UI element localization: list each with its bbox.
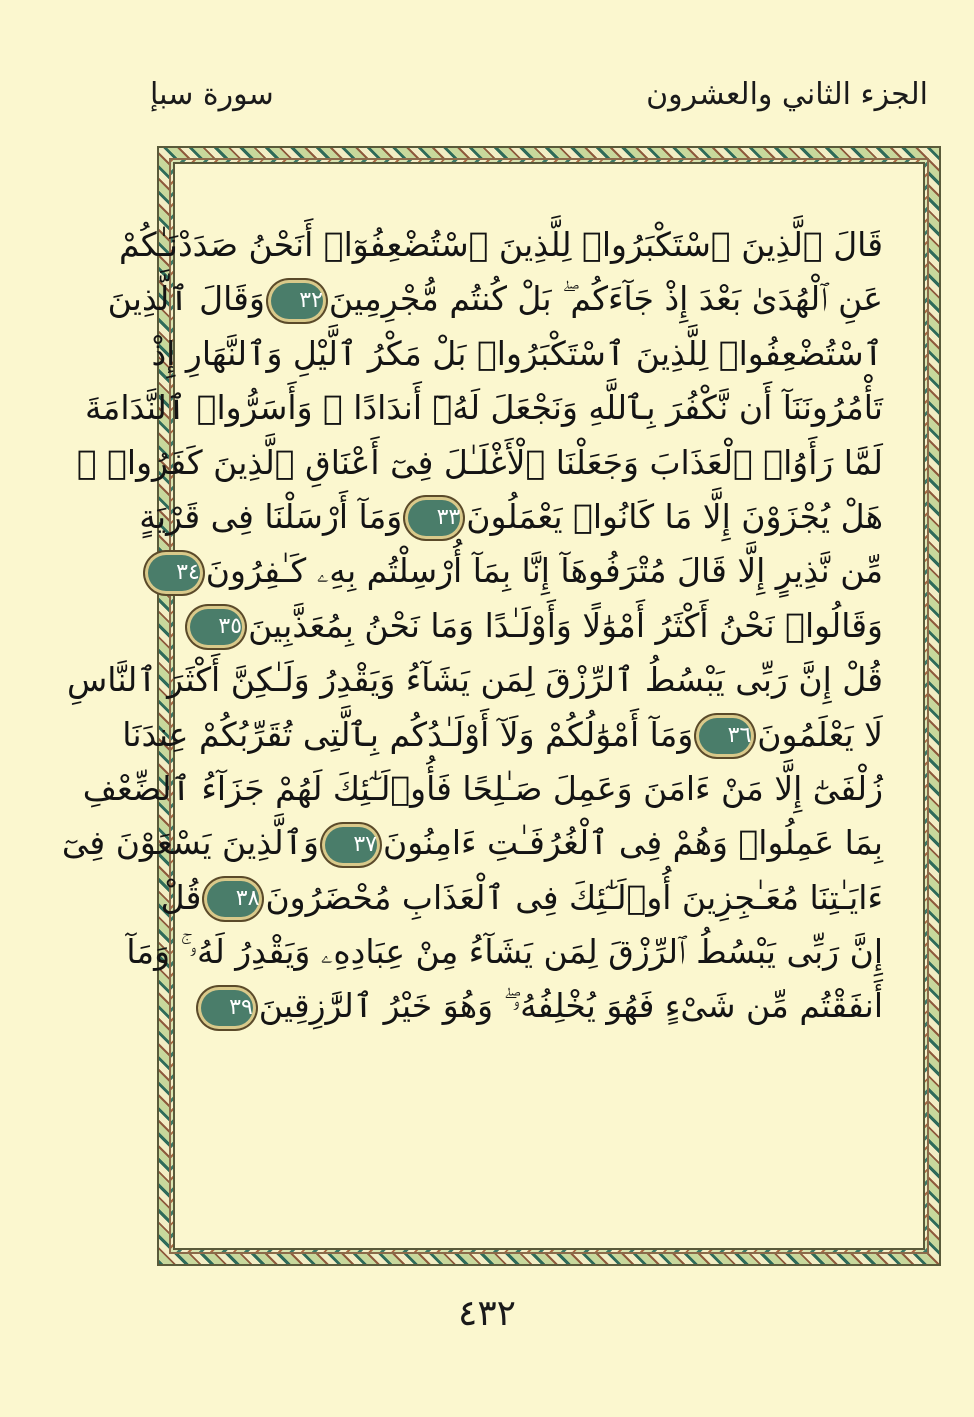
page-number: ٤٣٢ bbox=[457, 1293, 516, 1334]
ayah-number-marker: ٣٧ bbox=[325, 827, 377, 863]
ayah-number-marker: ٣٩ bbox=[201, 990, 253, 1026]
verse-line: لَمَّا رَأَوُا۟ ٱلْعَذَابَ وَجَعَلْنَا ٱلْأَغْلَـٰلَ فِىٓ أَعْنَاقِ ٱلَّذِينَ كَفَرُوا۟ ۚ bbox=[76, 442, 883, 482]
frame-inner-panel bbox=[61, 162, 925, 1250]
ayah-number-marker: ٣٨ bbox=[207, 881, 259, 917]
verse-line: قَالَ ٱلَّذِينَ ٱسْتَكْبَرُوا۟ لِلَّذِينَ ٱسْتُضْعِفُوٓا۟ أَنَحْنُ صَدَدْنَـٰكُمْ bbox=[118, 225, 883, 264]
ayah-number-marker: ٣٣ bbox=[408, 500, 460, 536]
verse-line: مِّن نَّذِيرٍ إِلَّا قَالَ مُتْرَفُوهَآ إِنَّا بِمَآ أُرْسِلْتُم بِهِۦ كَـٰفِرُونَ٣٤ bbox=[247, 544, 883, 598]
verse-text-area bbox=[61, 218, 883, 1202]
ayah-number-marker: ٣٦ bbox=[699, 718, 751, 754]
verse-line: زُلْفَىٰٓ إِلَّا مَنْ ءَامَنَ وَعَمِلَ صَـٰلِحًا فَأُو۟لَـٰٓئِكَ لَهُمْ جَزَآءُ ٱلضِّعْفِ bbox=[82, 768, 883, 808]
juz-title: الجزء الثاني والعشرون bbox=[646, 77, 928, 112]
verse-line: أَنفَقْتُم مِّن شَىْءٍ فَهُوَ يُخْلِفُهُۥ ۖ وَهُوَ خَيْرُ ٱلرَّٰزِقِينَ٣٩ bbox=[247, 979, 883, 1033]
verse-line: لَا يَعْلَمُونَ٣٦وَمَآ أَمْوَٰلُكُمْ وَلَآ أَوْلَـٰدُكُم بِٱلَّتِى تُقَرِّبُكُمْ عِندَنَا bbox=[122, 714, 883, 754]
verse-line: ءَايَـٰتِنَا مُعَـٰجِزِينَ أُو۟لَـٰٓئِكَ فِى ٱلْعَذَابِ مُحْضَرُونَ٣٨قُلْ bbox=[160, 877, 883, 917]
ayah-number-marker: ٣٤ bbox=[148, 555, 200, 591]
ayah-number-marker: ٣٢ bbox=[271, 283, 323, 319]
ornamental-frame bbox=[61, 146, 941, 1266]
surah-title: سورة سبإ bbox=[150, 77, 274, 112]
verse-line: عَنِ ٱلْهُدَىٰ بَعْدَ إِذْ جَآءَكُم ۖ بَلْ كُنتُم مُّجْرِمِينَ٣٢وَقَالَ ٱلَّذِينَ bbox=[107, 279, 883, 319]
verse-line: تَأْمُرُونَنَآ أَن نَّكْفُرَ بِٱللَّهِ وَنَجْعَلَ لَهُۥٓ أَندَادًا ۚ وَأَسَرُّوا۟ ٱلنَّدَامَةَ bbox=[84, 388, 883, 428]
verse-line: وَقَالُوا۟ نَحْنُ أَكْثَرُ أَمْوَٰلًا وَأَوْلَـٰدًا وَمَا نَحْنُ بِمُعَذَّبِينَ٣٥ bbox=[247, 599, 883, 653]
verse-line: ٱسْتُضْعِفُوا۟ لِلَّذِينَ ٱسْتَكْبَرُوا۟ بَلْ مَكْرُ ٱلَّيْلِ وَٱلنَّهَارِ إِذْ bbox=[151, 333, 883, 373]
verse-line: إِنَّ رَبِّى يَبْسُطُ ٱلرِّزْقَ لِمَن يَشَآءُ مِنْ عِبَادِهِۦ وَيَقْدِرُ لَهُۥ ۚ وَمَآ bbox=[126, 932, 883, 972]
page-header bbox=[150, 72, 928, 118]
verse-line: قُلْ إِنَّ رَبِّى يَبْسُطُ ٱلرِّزْقَ لِمَن يَشَآءُ وَيَقْدِرُ وَلَـٰكِنَّ أَكْثَرَ ٱلنَّاسِ bbox=[67, 660, 883, 700]
verse-line: هَلْ يُجْزَوْنَ إِلَّا مَا كَانُوا۟ يَعْمَلُونَ٣٣وَمَآ أَرْسَلْنَا فِى قَرْيَةٍ bbox=[139, 496, 883, 536]
verse-line: بِمَا عَمِلُوا۟ وَهُمْ فِى ٱلْغُرُفَـٰتِ ءَامِنُونَ٣٧وَٱلَّذِينَ يَسْعَوْنَ فِىٓ bbox=[61, 823, 883, 863]
ayah-number-marker: ٣٥ bbox=[190, 609, 242, 645]
